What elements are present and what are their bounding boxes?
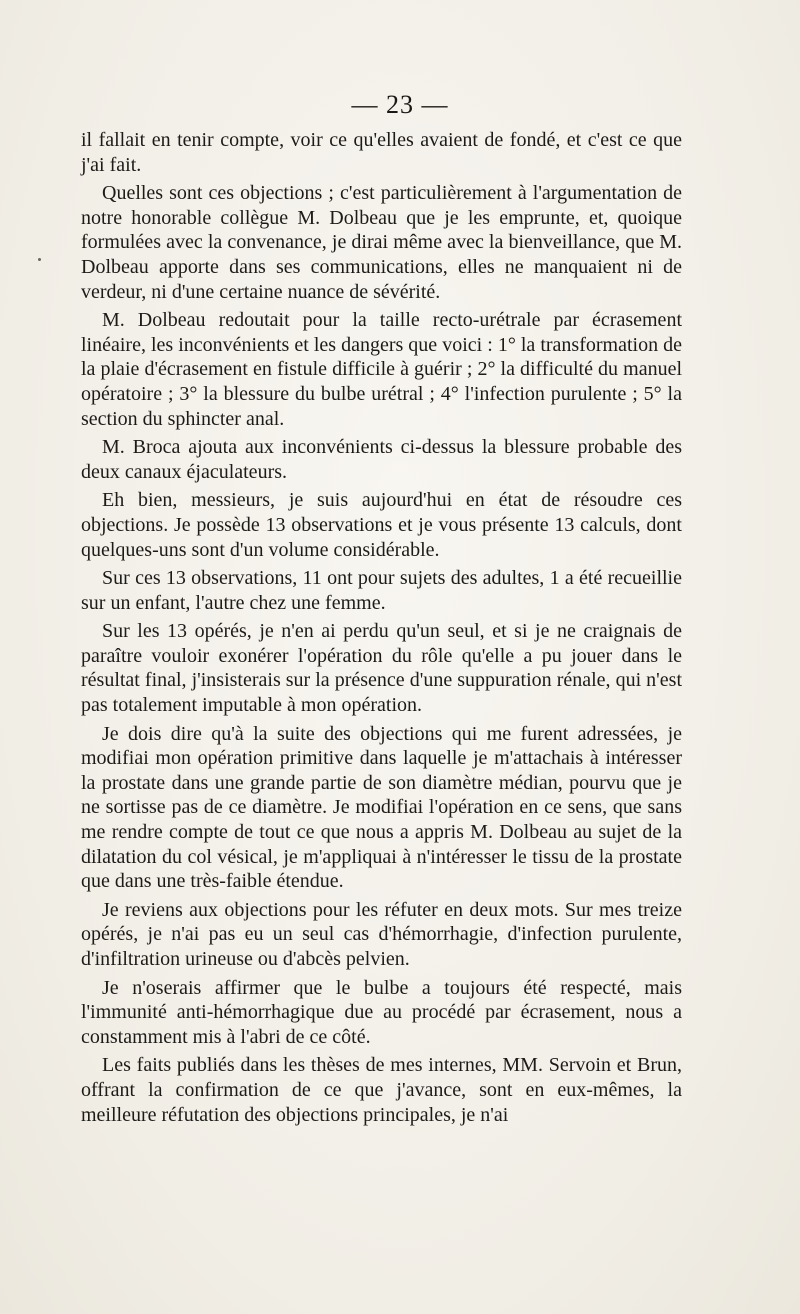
paragraph-3: M. Dolbeau redoutait pour la taille recto-urétrale par écrasement linéaire, les inconvénients et les dangers que voici : 1° la transformation de la plaie d'écrasement en fistule difficile à guérir ; 2° la difficulté du manuel opératoire ; 3° la blessure du bulbe urétral ; 4° l'infection purulente ; 5° la section du sphincter anal.: [81, 309, 682, 430]
paragraph-10: Je n'oserais affirmer que le bulbe a toujours été respecté, mais l'immunité anti-hémorrhagique due au procédé par écrasement, nous a constamment mis à l'abri de ce côté.: [81, 976, 682, 1048]
paragraph-6: Sur ces 13 observations, 11 ont pour sujets des adultes, 1 a été recueillie sur un enfant, l'autre chez une femme.: [81, 567, 682, 614]
paragraph-1: il fallait en tenir compte, voir ce qu'elles avaient de fondé, et c'est ce que j'ai fait.: [81, 129, 682, 176]
paragraph-7: Sur les 13 opérés, je n'en ai perdu qu'un seul, et si je ne craignais de paraître vouloir exonérer l'opération du rôle qu'elle a pu jouer dans le résultat final, j'insisterais sur la présence d'une suppuration rénale, qui n'est pas totalement imputable à mon opération.: [81, 620, 682, 717]
paragraph-5: Eh bien, messieurs, je suis aujourd'hui en état de résoudre ces objections. Je possède 13 observations et je vous présente 13 calculs, dont quelques-uns sont d'un volume considérable.: [81, 489, 682, 561]
paragraph-4: M. Broca ajouta aux inconvénients ci-dessus la blessure probable des deux canaux éjaculateurs.: [81, 436, 682, 483]
paragraph-9: Je reviens aux objections pour les réfuter en deux mots. Sur mes treize opérés, je n'ai pas eu un seul cas d'hémorrhagie, d'infection purulente, d'infiltration urineuse ou d'abcès pelvien.: [81, 898, 682, 970]
ink-speck: [38, 258, 41, 261]
body-text: [81, 128, 682, 1131]
page-number: — 23 —: [351, 90, 449, 119]
paragraph-2: Quelles sont ces objections ; c'est particulièrement à l'argumentation de notre honorable collègue M. Dolbeau que je les emprunte, et, quoique formulées avec la convenance, je dirai même avec la bienveillance, que M. Dolbeau apporte dans ses communications, elles ne manquaient ni de verdeur, ni d'une certaine nuance de sévérité.: [81, 182, 682, 303]
paragraph-11: Les faits publiés dans les thèses de mes internes, MM. Servoin et Brun, offrant la confirmation de ce que j'avance, sont en eux-mêmes, la meilleure réfutation des objections principales, je n'ai: [81, 1054, 682, 1126]
paragraph-8: Je dois dire qu'à la suite des objections qui me furent adressées, je modifiai mon opération primitive dans laquelle je m'attachais à intéresser la prostate dans une grande partie de son diamètre médian, pourvu que je ne sortisse pas de ce diamètre. Je modifiai l'opération en ce sens, que sans me rendre compte de tout ce que nous a appris M. Dolbeau au sujet de la dilatation du col vésical, je m'appliquai à n'intéresser le tissu de la prostate que dans une très-faible étendue.: [81, 722, 682, 893]
